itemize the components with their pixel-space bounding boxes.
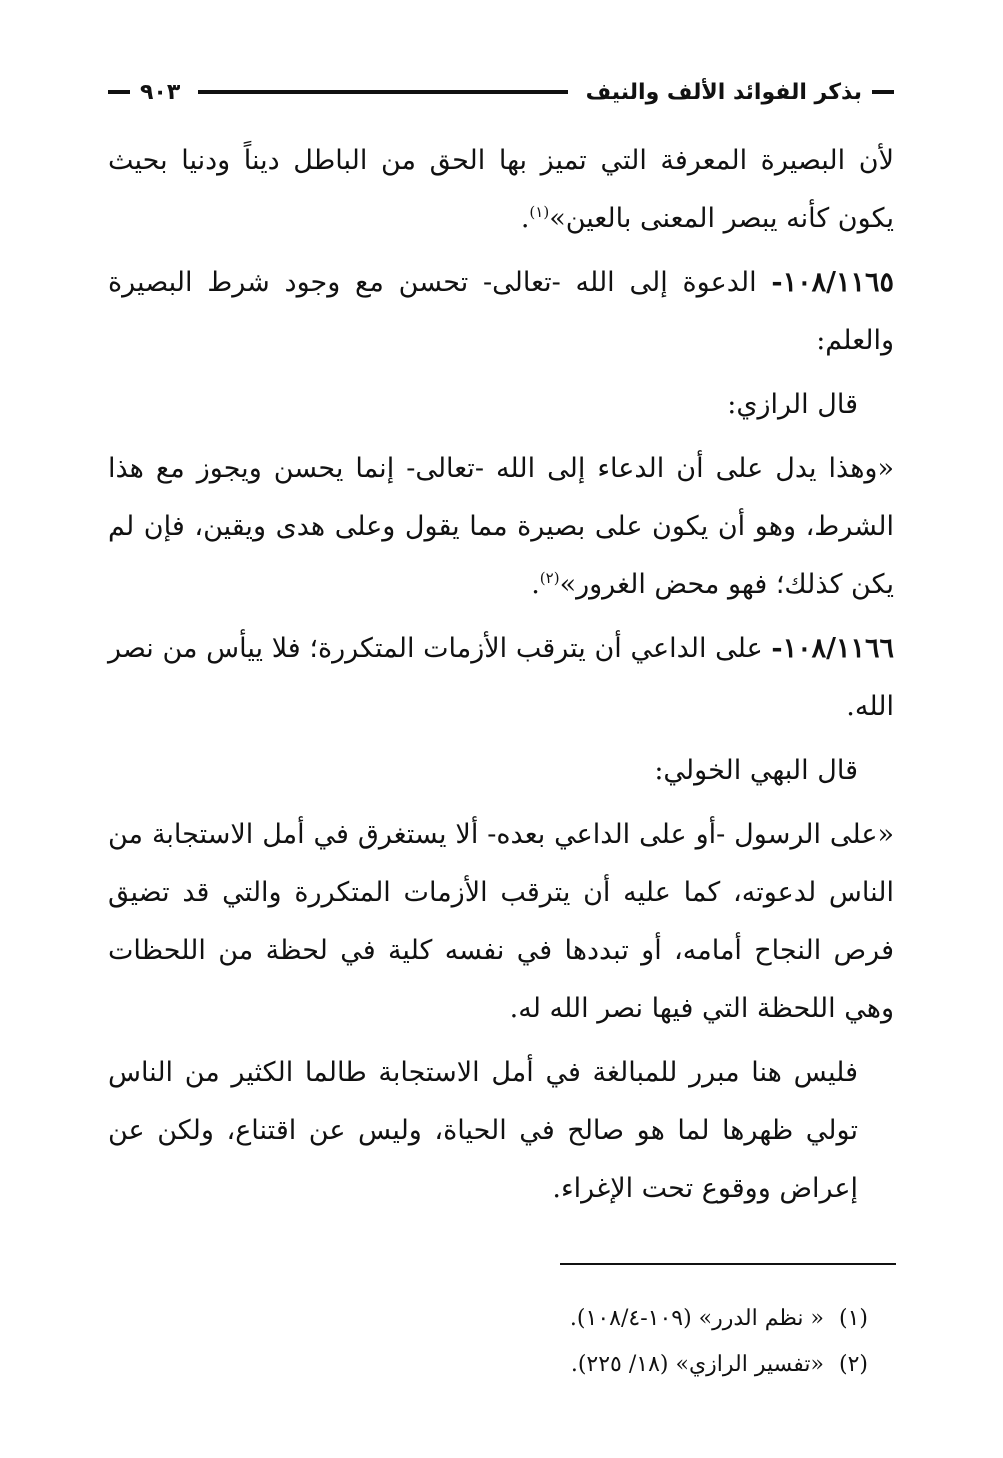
rule-text: الدعوة إلى الله -تعالى- تحسن مع وجود شرط البصيرة والعلم: — [108, 267, 894, 356]
rule-text: على الداعي أن يترقب الأزمات المتكررة؛ فلا ييأس من نصر الله. — [108, 633, 894, 722]
header-rule — [198, 90, 567, 94]
main-text — [108, 132, 894, 1224]
paragraph: لأن البصيرة المعرفة التي تميز بها الحق من الباطل ديناً ودنيا بحيث يكون كأنه يبصر المعنى بالعين»$^{(١)}$. — [108, 145, 894, 234]
quote-text: «على الرسول -أو على الداعي بعده- ألا يستغرق في أمل الاستجابة من الناس لدعوته، كما عليه أن يترقب الأزمات المتكررة والتي قد تضيق فرص النجاح أمامه، أو تبددها في نفسه كلية في لحظة من اللحظات وهي اللحظة التي فيها نصر الله له. — [108, 819, 894, 1024]
rule-number: ١٠٨/١١٦٦- — [771, 633, 894, 664]
paragraph-text: لأن البصيرة المعرفة التي تميز بها الحق من الباطل ديناً ودنيا بحيث يكون كأنه يبصر المعنى بالعين» — [108, 145, 894, 234]
footnote-separator — [560, 1263, 896, 1265]
footnote-number: (٢) — [838, 1352, 868, 1377]
header-dash-right — [872, 90, 894, 94]
rule-number: ١٠٨/١١٦٥- — [771, 267, 894, 298]
quote-attribution — [108, 376, 894, 434]
footnote-number: (١) — [838, 1306, 868, 1331]
header-dash-left — [108, 90, 130, 94]
footnote-item — [108, 1296, 868, 1342]
footnote-ref: (١) — [529, 203, 550, 221]
footnote-ref: (٢) — [539, 569, 560, 587]
footnote-item — [108, 1342, 868, 1388]
running-header — [108, 72, 894, 112]
footnote-text: «تفسير الرازي» (١٨/ ٢٢٥). — [570, 1352, 824, 1377]
quote-paragraph: «وهذا يدل على أن الدعاء إلى الله -تعالى- إنما يحسن ويجوز مع هذا الشرط، وهو أن يكون على بصيرة مما يقول وعلى هدى ويقين، فإن لم يكن كذلك؛ فهو محض الغرور»$^{(٢)}$. — [108, 453, 894, 600]
quote-paragraph — [108, 1044, 894, 1218]
header-title: بذكر الفوائد الألف والنيف — [585, 79, 862, 105]
attribution-text: قال الرازي: — [727, 389, 858, 420]
rule-paragraph — [108, 620, 894, 736]
quote-text: «وهذا يدل على أن الدعاء إلى الله -تعالى- إنما يحسن ويجوز مع هذا الشرط، وهو أن يكون على بصيرة مما يقول وعلى هدى ويقين، فإن لم يكن كذلك؛ فهو محض الغرور» — [108, 453, 894, 600]
quote-paragraph — [108, 806, 894, 1038]
footnote-text: « نظم الدرر» (١٠٩-١٠٨/٤). — [569, 1306, 824, 1331]
quote-attribution — [108, 742, 894, 800]
footnotes — [108, 1296, 868, 1388]
quote-text: فليس هنا مبرر للمبالغة في أمل الاستجابة طالما الكثير من الناس تولي ظهرها لما هو صالح في الحياة، وليس عن اقتناع، ولكن عن إعراض ووقوع تحت الإغراء. — [108, 1057, 858, 1204]
attribution-text: قال البهي الخولي: — [654, 755, 858, 786]
page-number: ٩٠٣ — [140, 79, 181, 105]
rule-paragraph — [108, 254, 894, 370]
